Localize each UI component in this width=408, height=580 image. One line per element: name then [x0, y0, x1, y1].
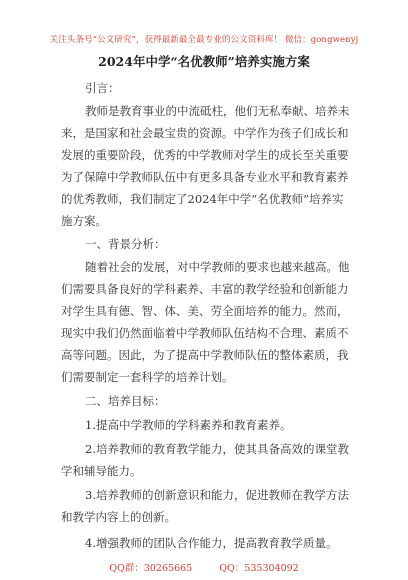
goal-item: 1.提高中学教师的学科素养和教育素养。 — [85, 418, 292, 432]
background-line: 对学生具有德、智、体、美、劳全面培养的能力。然而， — [61, 304, 349, 318]
intro-line: 施方案。 — [61, 214, 107, 228]
footer-qq-group: QQ群：30265665 — [109, 563, 193, 574]
document-title: 2024年中学“名优教师”培养实施方案 — [98, 54, 310, 69]
goals-heading: 二、培养目标： — [85, 394, 166, 408]
goal-item-continuation: 学和辅导能力。 — [61, 464, 142, 478]
background-heading: 一、背景分析： — [85, 237, 166, 251]
goal-item: 3.培养教师的创新意识和能力，促进教师在教学方法 — [85, 488, 349, 502]
promo-banner: 关注头条号“公文研究”，获得最新最全最专业的公文资料库！ 微信：gongwenyj — [49, 35, 359, 45]
intro-line: 来，是国家和社会最宝贵的资源。中学作为孩子们成长和 — [61, 126, 349, 140]
intro-line: 教师是教育事业的中流砥柱，他们无私奉献、培养未 — [85, 104, 350, 118]
background-line: 随着社会的发展，对中学教师的要求也越来越高。他 — [85, 260, 350, 274]
goal-item: 4.增强教师的团队合作能力，提高教育教学质量。 — [85, 536, 338, 550]
background-line: 高等问题。因此，为了提高中学教师队伍的整体素质，我 — [61, 348, 349, 362]
footer-contact — [0, 560, 408, 574]
footer-qq: QQ：535304092 — [219, 563, 299, 574]
intro-heading: 引言： — [85, 81, 120, 95]
intro-line: 为了保障中学教师队伍中有更多具备专业水平和教育素养 — [61, 170, 349, 184]
background-line: 们需要具备良好的学科素养、丰富的教学经验和创新能力 — [61, 282, 349, 296]
background-line: 现实中我们仍然面临着中学教师队伍结构不合理、素质不 — [61, 326, 349, 340]
intro-line: 发展的重要阶段，优秀的中学教师对学生的成长至关重要 — [61, 148, 349, 162]
background-line: 们需要制定一套科学的培养计划。 — [61, 370, 234, 384]
goal-item: 2.培养教师的教育教学能力，使其具备高效的课堂教 — [85, 442, 349, 456]
goal-item-continuation: 和教学内容上的创新。 — [61, 510, 176, 524]
intro-line: 的优秀教师，我们制定了2024年中学“名优教师”培养实 — [61, 192, 344, 206]
